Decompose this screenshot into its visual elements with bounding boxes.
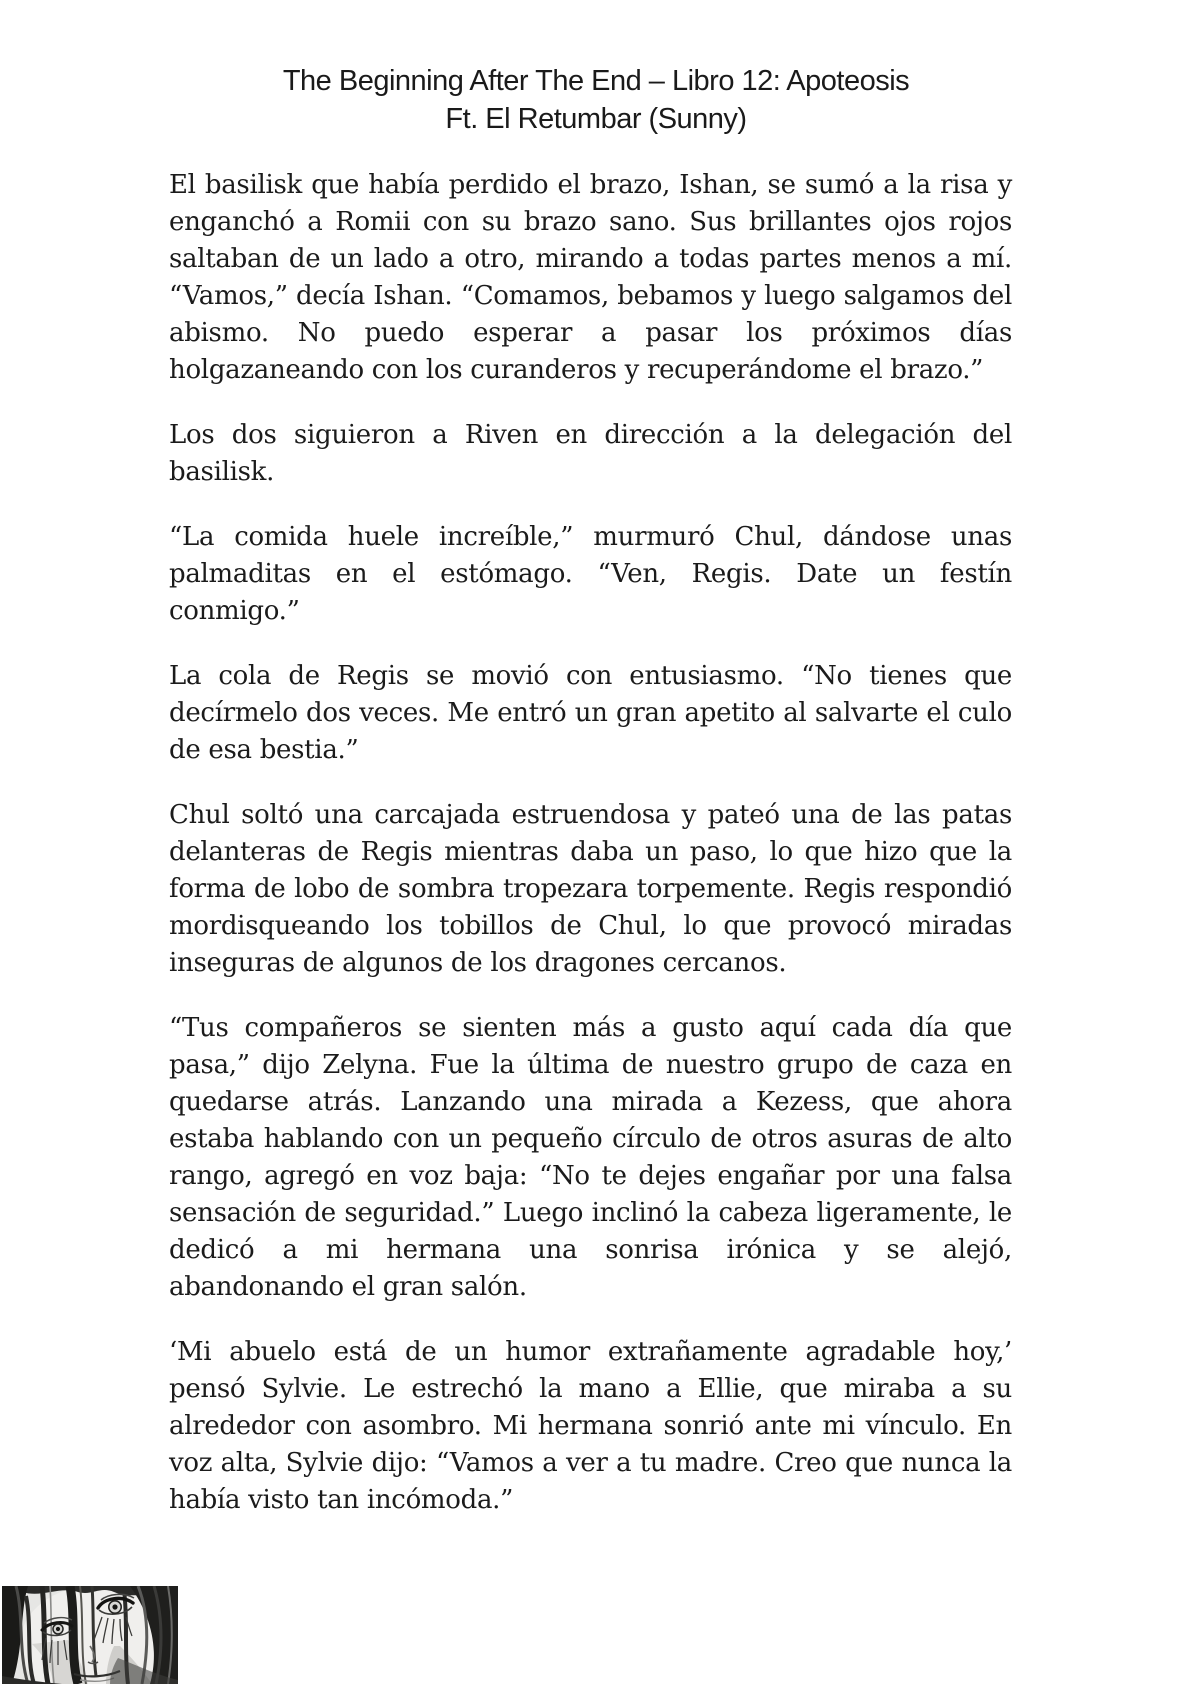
paragraph-2: Los dos siguieron a Riven en dirección a la delegación del basilisk. [169,420,1012,487]
paragraph-7: ‘Mi abuelo está de un humor extrañamente agradable hoy,’ pensó Sylvie. Le estrechó la mano a Ellie, que miraba a su alrededor con asombro. Mi hermana sonrió ante mi vínculo. En voz alta, Sylvie dijo: “Vamos a ver a tu madre. Creo que nunca la había visto tan incómoda.” [169,1337,1012,1515]
manga-face-illustration [2,1586,178,1684]
document-subtitle: Ft. El Retumbar (Sunny) [445,103,747,135]
document-header [0,0,1192,138]
paragraph-3: “La comida huele increíble,” murmuró Chul, dándose unas palmaditas en el estómago. “Ven, Regis. Date un festín conmigo.” [169,522,1012,626]
paragraph-6: “Tus compañeros se sienten más a gusto aquí cada día que pasa,” dijo Zelyna. Fue la última de nuestro grupo de caza en quedarse atrás. Lanzando una mirada a Kezess, que ahora estaba hablando con un pequeño círculo de otros asuras de alto rango, agregó en voz baja: “No te dejes engañar por una falsa sensación de seguridad.” Luego inclinó la cabeza ligeramente, le dedicó a mi hermana una sonrisa irónica y se alejó, abandonando el gran salón. [169,1013,1012,1302]
document-title: The Beginning After The End – Libro 12: Apoteosis [282,65,910,97]
document-body [169,167,1012,1519]
paragraph-1: El basilisk que había perdido el brazo, Ishan, se sumó a la risa y enganchó a Romii con su brazo sano. Sus brillantes ojos rojos saltaban de un lado a otro, mirando a todas partes menos a mí. “Vamos,” decía Ishan. “Comamos, bebamos y luego salgamos del abismo. No puedo esperar a pasar los próximos días holgazaneando con los curanderos y recuperándome el brazo.” [169,170,1012,385]
paragraph-4: La cola de Regis se movió con entusiasmo. “No tienes que decírmelo dos veces. Me entró un gran apetito al salvarte el culo de esa bestia.” [169,661,1012,765]
paragraph-5: Chul soltó una carcajada estruendosa y pateó una de las patas delanteras de Regis mientras daba un paso, lo que hizo que la forma de lobo de sombra tropezara torpemente. Regis respondió mordisqueando los tobillos de Chul, lo que provocó miradas inseguras de algunos de los dragones cercanos. [169,800,1012,978]
